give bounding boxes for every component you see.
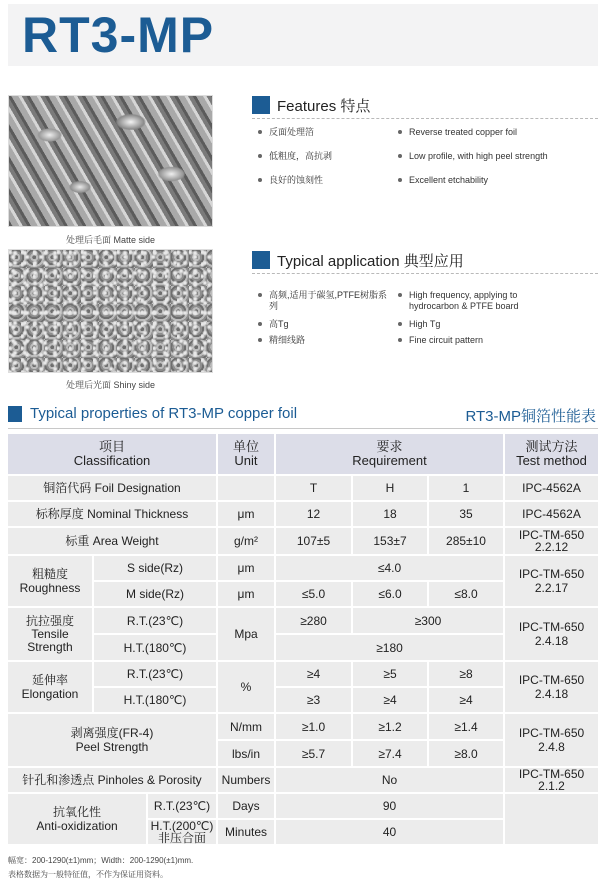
test-method-cell: IPC-4562A [505,502,598,526]
header-test-method: 测试方法 Test method [505,434,598,474]
bullet-icon [258,178,262,182]
value-cell: ≥8.0 [429,741,503,766]
title-bar [8,4,598,66]
unit-cell: lbs/in [218,741,274,766]
feature-item-cn: 良好的蚀刻性 [258,175,388,186]
unit-cell: g/m² [218,528,274,554]
sub-label: S side(Rz) [94,556,216,580]
footnote: 表格数据为一般特征值，不作为保证用资料。 [8,870,168,879]
row-label: 剥离强度(FR-4) Peel Strength [8,714,216,766]
value-cell: ≥4 [276,662,351,686]
bullet-icon [398,322,402,326]
test-method-cell: IPC-TM-650 2.4.18 [505,608,598,660]
test-method-cell: IPC-TM-650 2.2.12 [505,528,598,554]
value-cell: ≤6.0 [353,582,427,606]
unit-cell: % [218,662,274,712]
sub-label: R.T.(23℃) [148,794,216,818]
unit-cell: μm [218,556,274,580]
sub-label: R.T.(23℃) [94,608,216,633]
bullet-icon [258,154,262,158]
heading-marker-icon [252,96,270,114]
divider [252,118,598,119]
application-item-cn: 高Tg [258,319,388,330]
divider [8,428,598,429]
bullet-icon [258,338,262,342]
value-cell: 153±7 [353,528,427,554]
row-label: 抗氧化性 Anti-oxidization [8,794,146,844]
feature-item-en: Reverse treated copper foil [398,127,598,138]
row-label: 延伸率 Elongation [8,662,92,712]
feature-item-en: Excellent etchability [398,175,598,186]
row-label: 针孔和渗透点 Pinholes & Porosity [8,768,216,792]
matte-side-caption: 处理后毛面 Matte side [65,235,156,245]
unit-cell: μm [218,582,274,606]
sub-label: R.T.(23℃) [94,662,216,686]
test-method-cell: IPC-TM-650 2.1.2 [505,768,598,792]
feature-item-cn: 低粗度，高抗剥 [258,151,388,162]
value-cell: ≥300 [353,608,503,633]
value-cell: 90 [276,794,503,818]
bullet-icon [398,338,402,342]
unit-cell: N/mm [218,714,274,739]
value-cell: ≥1.4 [429,714,503,739]
application-item-cn: 高频,适用于碳氢,PTFE树脂系列 [258,290,388,312]
value-cell: ≤5.0 [276,582,351,606]
heading-marker-icon [252,251,270,269]
value-cell: ≤4.0 [276,556,503,580]
value-cell: ≥1.0 [276,714,351,739]
test-method-cell: IPC-TM-650 2.4.8 [505,714,598,766]
unit-cell: Numbers [218,768,274,792]
value-cell: ≥1.2 [353,714,427,739]
unit-cell: Mpa [218,608,274,660]
matte-side-micrograph [8,95,213,227]
properties-heading-en: Typical properties of RT3-MP copper foil [30,405,298,422]
test-method-cell: IPC-TM-650 2.2.17 [505,556,598,606]
row-label: 粗糙度 Roughness [8,556,92,606]
value-cell: 1 [429,476,503,500]
header-classification: 项目 Classification [8,434,216,474]
value-cell: No [276,768,503,792]
application-heading-text: Typical application 典型应用 [277,252,464,270]
row-label: 抗拉强度 Tensile Strength [8,608,92,660]
bullet-icon [398,154,402,158]
shiny-side-micrograph [8,249,213,373]
properties-heading [8,403,598,425]
value-cell: ≤8.0 [429,582,503,606]
feature-item-en: Low profile, with high peel strength [398,151,598,162]
bullet-icon [258,293,262,297]
bullet-icon [258,322,262,326]
value-cell: ≥180 [276,635,503,660]
sub-label: H.T.(200℃) 非压合面 [148,820,216,844]
header-requirement: 要求 Requirement [276,434,503,474]
value-cell: ≥280 [276,608,351,633]
value-cell: ≥4 [429,688,503,712]
test-method-cell: IPC-4562A [505,476,598,500]
value-cell: H [353,476,427,500]
shiny-side-caption: 处理后光面 Shiny side [65,380,156,390]
unit-cell [218,476,274,500]
test-method-cell: IPC-TM-650 2.4.18 [505,662,598,712]
value-cell: 107±5 [276,528,351,554]
feature-item-cn: 反面处理箔 [258,127,388,138]
value-cell: 12 [276,502,351,526]
sub-label: H.T.(180℃) [94,688,216,712]
application-heading [252,250,464,270]
value-cell: 18 [353,502,427,526]
unit-cell: μm [218,502,274,526]
value-cell: ≥7.4 [353,741,427,766]
value-cell: ≥8 [429,662,503,686]
properties-heading-cn: RT3-MP铜箔性能表 [465,408,596,425]
value-cell: T [276,476,351,500]
footnote: 幅宽：200-1290(±1)mm；Width：200-1290(±1)mm. [8,856,194,865]
sub-label: M side(Rz) [94,582,216,606]
value-cell: ≥4 [353,688,427,712]
bullet-icon [258,130,262,134]
row-label: 铜箔代码 Foil Designation [8,476,216,500]
test-method-cell [505,794,598,844]
value-cell: 40 [276,820,503,844]
application-item-en: High Tg [398,319,598,330]
divider [252,273,598,274]
heading-marker-icon [8,406,22,422]
bullet-icon [398,178,402,182]
bullet-icon [398,130,402,134]
features-heading-text: Features 特点 [277,97,371,115]
application-item-cn: 精细线路 [258,335,388,346]
header-unit: 单位 Unit [218,434,274,474]
value-cell: 285±10 [429,528,503,554]
value-cell: ≥5.7 [276,741,351,766]
bullet-icon [398,293,402,297]
value-cell: ≥5 [353,662,427,686]
row-label: 标称厚度 Nominal Thickness [8,502,216,526]
application-item-en: Fine circuit pattern [398,335,598,346]
application-item-en: High frequency, applying to hydrocarbon & PTFE board [398,290,563,312]
sub-label: H.T.(180℃) [94,635,216,660]
unit-cell: Days [218,794,274,818]
page-title: RT3-MP [22,7,215,63]
value-cell: 35 [429,502,503,526]
features-heading [252,95,370,115]
value-cell: ≥3 [276,688,351,712]
row-label: 标重 Area Weight [8,528,216,554]
unit-cell: Minutes [218,820,274,844]
